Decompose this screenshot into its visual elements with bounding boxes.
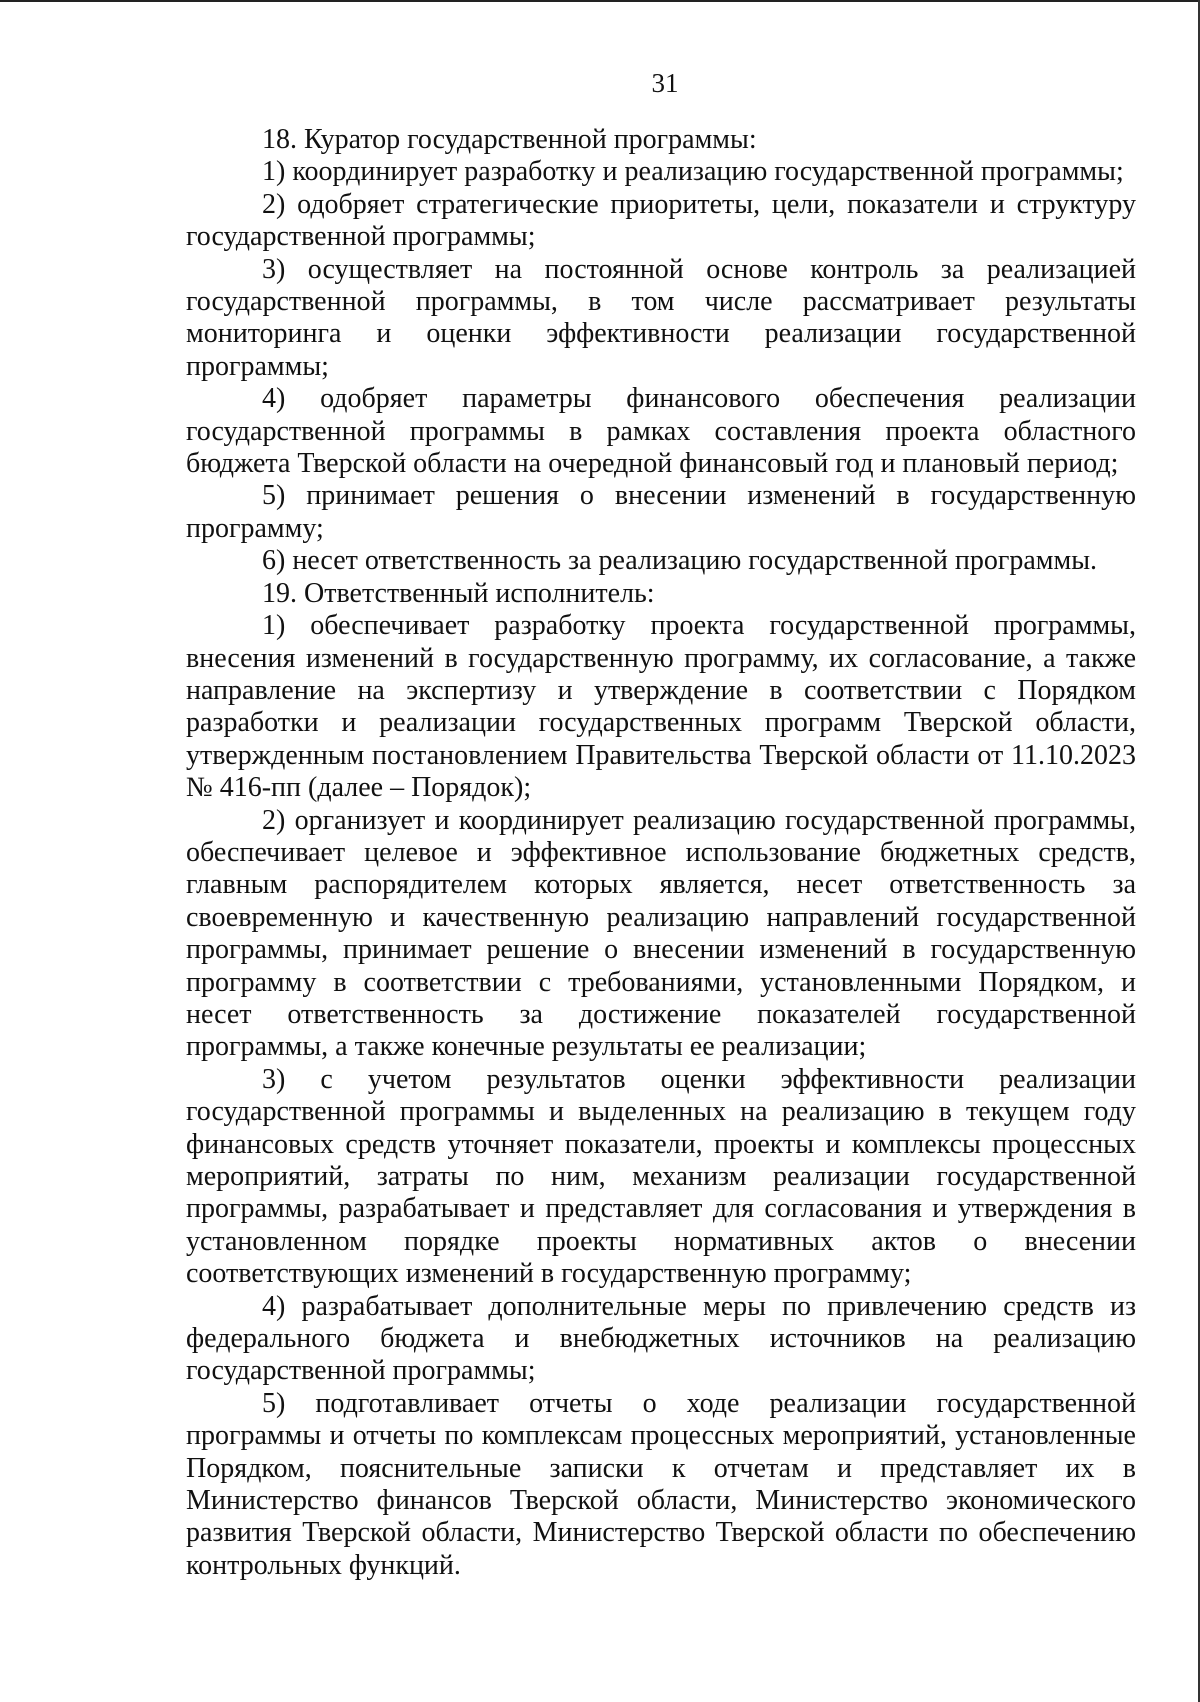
section-18-item-2: 2) одобряет стратегические приоритеты, цели, показатели и структуру государственной программы;: [186, 188, 1136, 253]
section-19-item-3: 3) с учетом результатов оценки эффективности реализации государственной программы и выделенных на реализацию в текущем году финансовых средств уточняет показатели, проекты и комплексы процессных мероприятий, затраты по ним, механизм реализации государственной программы, разрабатывает и представляет для согласования и утверждения в установленном порядке проекты нормативных актов о внесении соответствующих изменений в государственную программу;: [186, 1063, 1136, 1290]
section-18-item-4: 4) одобряет параметры финансового обеспечения реализации государственной программы в рамках составления проекта областного бюджета Тверской области на очередной финансовый год и плановый период;: [186, 383, 1136, 480]
section-18-item-6: 6) несет ответственность за реализацию государственной программы.: [262, 545, 1098, 577]
section-18-item-1: 1) координирует разработку и реализацию государственной программы;: [262, 156, 1124, 188]
section-18-item-5: 5) принимает решения о внесении изменений в государственную программу;: [186, 480, 1136, 544]
section-19-item-5: 5) подготавливает отчеты о ходе реализации государственной программы и отчеты по комплексам процессных мероприятий, установленные Порядком, пояснительные записки к отчетам и представляет их в Министерство финансов Тверской области, Министерство экономического развития Тверской области, Министерство Тверской области по обеспечению контрольных функций.: [186, 1387, 1136, 1581]
section-19-heading: 19. Ответственный исполнитель:: [262, 577, 655, 609]
section-19-item-4: 4) разрабатывает дополнительные меры по привлечению средств из федерального бюджета и внебюджетных источников на реализацию государственной программы;: [186, 1290, 1136, 1387]
section-18-item-3: 3) осуществляет на постоянной основе контроль за реализацией государственной программы, в том числе рассматривает результаты мониторинга и оценки эффективности реализации государственной программы;: [186, 253, 1136, 382]
section-18-heading: 18. Куратор государственной программы:: [262, 124, 757, 155]
top-border-line: [0, 0, 1200, 2]
page-number: 31: [651, 68, 679, 98]
section-19-item-1: 1) обеспечивает разработку проекта государственной программы, внесения изменений в государственную программу, их согласование, а также направление на экспертизу и утверждение в соответствии с Порядком разработки и реализации государственных программ Тверской области, утвержденным постановлением Правительства Тверской области от 11.10.2023 № 416-пп (далее – Порядок);: [186, 610, 1136, 804]
section-19-item-2: 2) организует и координирует реализацию государственной программы, обеспечивает целевое и эффективное использование бюджетных средств, главным распорядителем которых является, несет ответственность за своевременную и качественную реализацию направлений государственной программы, принимает решение о внесении изменений в государственную программу в соответствии с требованиями, установленными Порядком, и несет ответственность за достижение показателей государственной программы, а также конечные результаты ее реализации;: [186, 804, 1136, 1063]
document-body: [186, 124, 1136, 1582]
